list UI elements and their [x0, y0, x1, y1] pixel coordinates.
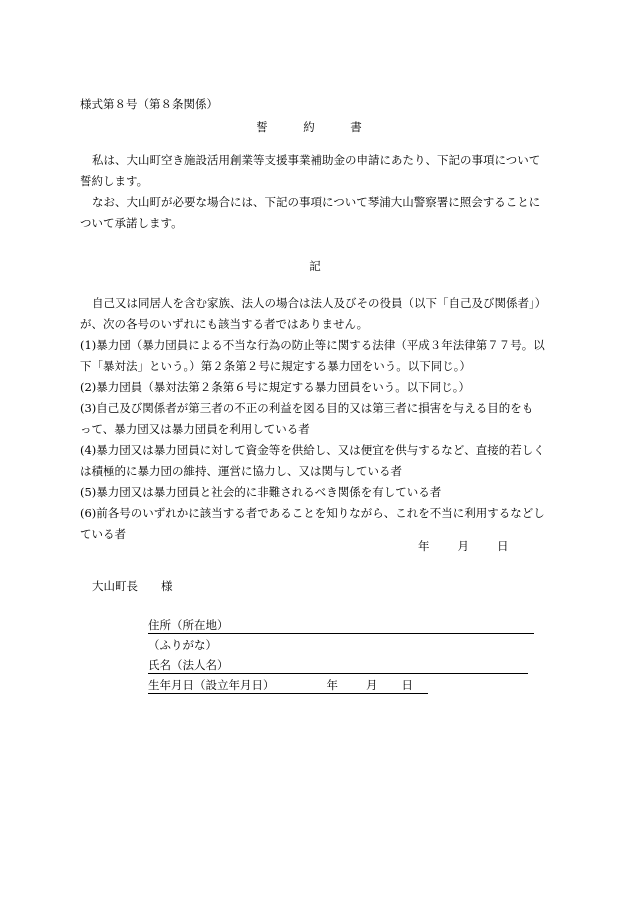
- ki-heading: 記: [309, 259, 321, 273]
- item-5-line-1: (5)暴力団又は暴力団員と社会的に非難されるべき関係を有している者: [80, 485, 442, 499]
- intro-paragraph-1-line-2: 誓約します。: [80, 174, 149, 188]
- document-title: 誓 約 書: [256, 120, 374, 134]
- birth-day: 日: [401, 678, 413, 692]
- addressee: 大山町長 様: [92, 579, 173, 593]
- date-year: 年: [418, 539, 430, 553]
- form-number: 様式第８号（第８条関係）: [80, 97, 218, 111]
- name-field: [148, 657, 528, 674]
- item-3-line-1: (3)自己及び関係者が第三者の不正の利益を図る目的又は第三者に損害を与える目的をも: [80, 401, 534, 415]
- date-month: 月: [457, 539, 469, 553]
- item-6-line-2: ている者: [80, 527, 126, 541]
- address-field: [148, 617, 534, 634]
- lead-line-1: 自己又は同居人を含む家族、法人の場合は法人及びその役員（以下「自己及び関係者」）: [92, 296, 547, 310]
- furigana-label: （ふりがな）: [148, 638, 217, 652]
- item-2-line-1: (2)暴力団員（暴対法第２条第６号に規定する暴力団員をいう。以下同じ。）: [80, 380, 471, 394]
- address-label: 住所（所在地）: [148, 618, 229, 632]
- item-4-line-1: (4)暴力団又は暴力団員に対して資金等を供給し、又は便宜を供与するなど、直接的若しく: [80, 443, 545, 457]
- lead-line-2: が、次の各号のいずれにも該当する者ではありません。: [80, 317, 369, 331]
- item-1-line-1: (1)暴力団（暴力団員による不当な行為の防止等に関する法律（平成３年法律第７７号。以: [80, 338, 545, 352]
- item-4-line-2: は積極的に暴力団の維持、運営に協力し、又は関与している者: [80, 464, 402, 478]
- birth-label: 生年月日（設立年月日）: [148, 678, 275, 692]
- item-1-line-2: 下「暴対法」という。）第２条第２号に規定する暴力団をいう。以下同じ。）: [80, 359, 471, 373]
- date-day: 日: [497, 539, 509, 553]
- intro-paragraph-1-line-1: 私は、大山町空き施設活用創業等支援事業補助金の申請にあたり、下記の事項について: [92, 153, 541, 167]
- name-label: 氏名（法人名）: [148, 658, 229, 672]
- birth-year: 年: [326, 678, 338, 692]
- intro-paragraph-2-line-2: ついて承諾します。: [80, 216, 183, 230]
- item-3-line-2: って、暴力団又は暴力団員を利用している者: [80, 422, 310, 436]
- item-6-line-1: (6)前各号のいずれかに該当する者であることを知りながら、これを不当に利用するなどし: [80, 506, 545, 520]
- birth-month: 月: [366, 678, 378, 692]
- intro-paragraph-2-line-1: なお、大山町が必要な場合には、下記の事項について琴浦大山警察署に照会することに: [92, 195, 541, 209]
- date-line: [418, 538, 509, 554]
- birth-date-field: [148, 677, 428, 694]
